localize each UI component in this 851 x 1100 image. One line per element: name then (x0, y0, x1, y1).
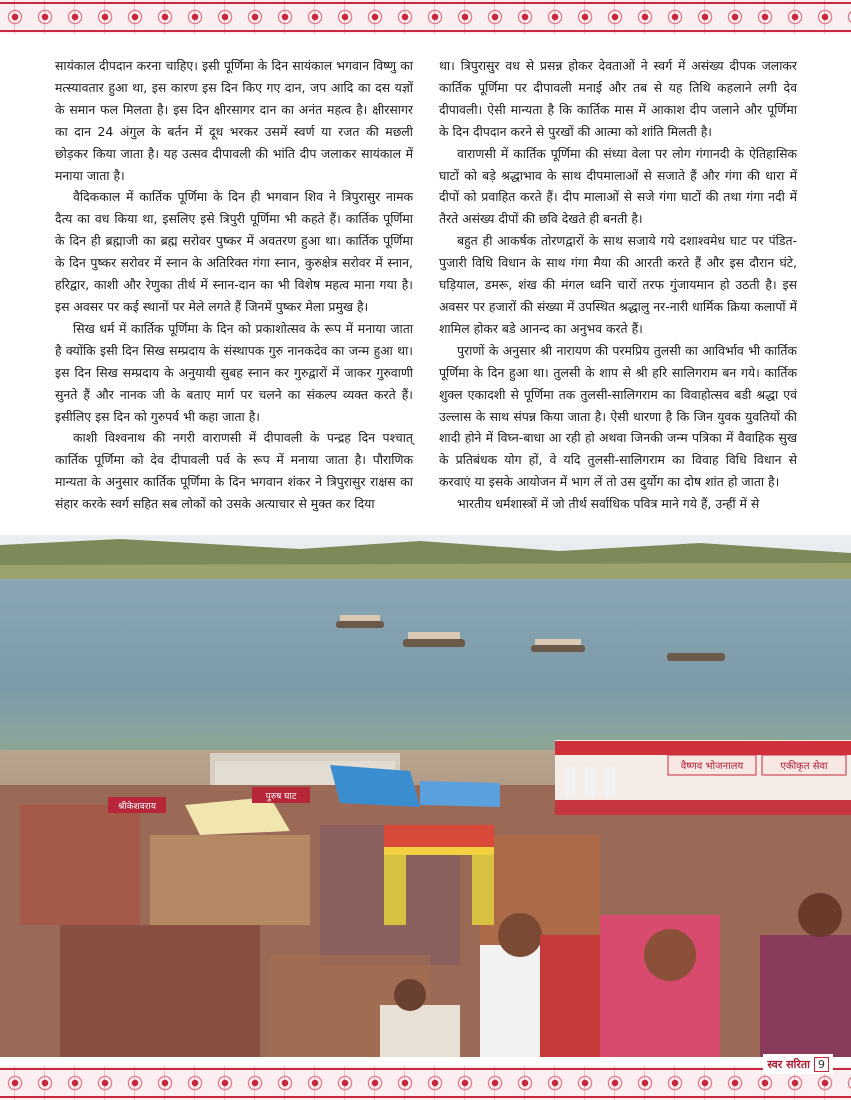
magazine-name: स्वर सरिता (767, 1057, 810, 1071)
paragraph: सायंकाल दीपदान करना चाहिए। इसी पूर्णिमा के दिन सायंकाल भगवान विष्णु का मत्स्यावतार हुआ था, इस कारण इस दिन किए गए दान, जप आदि का दस यज्ञों के समान फल मिलता है। इस दिन क्षीरसागर दान का अनंत महत्व है। क्षीरसागर का दान 24 अंगुल के बर्तन में दूध भरकर उसमें स्वर्ण या रजत की मछली छोड़कर किया जाता है। यह उत्सव दीपावली की भांति दीप जलाकर सायंकाल में मनाया जाता है। (55, 58, 413, 183)
article-body (55, 55, 797, 523)
stall-canopy (555, 740, 851, 815)
floral-motif-row (0, 6, 851, 28)
paragraph: वाराणसी में कार्तिक पूर्णिमा की संध्या वेला पर लोग गंगानदी के ऐतिहासिक घाटों को बड़े श्रद्धाभाव के साथ दीपमालाओं से सजाते हैं और गंगा की धारा में दीपों को प्रवाहित करते हैं। दीप मालाओं से सजे गंगा घाटों की तथा गंगा नदी में तैरते असंख्य दीपों की छवि देखते ही बनती है। (439, 145, 797, 227)
ghat-festival-photo (0, 535, 851, 1057)
floral-motif-row (0, 1072, 851, 1094)
page-folio (763, 1054, 833, 1074)
left-column (55, 55, 413, 523)
right-column (439, 55, 797, 523)
paragraph: वैदिककाल में कार्तिक पूर्णिमा के दिन ही भगवान शिव ने त्रिपुरासुर नामक दैत्य का वध किया था, इसलिए इसे त्रिपुरी पूर्णिमा भी कहते हैं। कार्तिक पूर्णिमा के दिन ही ब्रह्माजी का ब्रह्म सरोवर पुष्कर में अवतरण हुआ था। कार्तिक पूर्णिमा के दिन पुष्कर सरोवर में स्नान के अतिरिक्त गंगा स्नान, कुरुक्षेत्र सरोवर में स्नान, हरिद्वार, काशी और रेणुका तीर्थ में स्नान-दान का भी विशेष महत्व माना गया है। इस अवसर पर कई स्थानों पर मेले लगते हैं जिनमें पुष्कर मेला प्रमुख है। (55, 189, 413, 314)
border-line (0, 2, 851, 4)
paragraph: पुराणों के अनुसार श्री नारायण की परमप्रिय तुलसी का आविर्भाव भी कार्तिक पूर्णिमा के दिन हुआ था। तुलसी के शाप से श्री हरि सालिगराम बन गये। कार्तिक शुक्ल एकादशी से पूर्णिमा तक तुलसी-सालिगराम का विवाहोत्सव बडी श्रद्धा एवं उल्लास के साथ संपन्न किया जाता है। ऐसी धारणा है कि जिन युवक युवतियों की शादी होने में विघ्न-बाधा आ रही हो अथवा जिनकी जन्म पत्रिका में वैवाहिक सुख के प्रतिबंधक योग हों, वे यदि तुलसी-सालिगराम का विवाह विधि विधान से करवाएं या इसके आयोजन में भाग लें तो उस दुर्योग का दोष शांत हो जाता है। (439, 342, 797, 490)
border-line (0, 30, 851, 32)
paragraph: सिख धर्म में कार्तिक पूर्णिमा के दिन को प्रकाशोत्सव के रूप में मनाया जाता है क्योंकि इसी दिन सिख सम्प्रदाय के संस्थापक गुरु नानकदेव का जन्म हुआ था। इस दिन सिख सम्प्रदाय के अनुयायी सुबह स्नान कर गुरुद्वारों में जाकर गुरुवाणी सुनते हैं और नानक जी के बताए मार्ग पर चलने का संकल्प व्यक्त करते हैं। इसीलिए इस दिन को गुरुपर्व भी कहा जाता है। (55, 320, 413, 424)
svg-text:श्रीकेशवराय: श्रीकेशवराय (118, 802, 156, 812)
paragraph: बहुत ही आकर्षक तोरणद्वारों के साथ सजाये गये दशाश्वमेध घाट पर पंडित-पुजारी विधि विधान के साथ गंगा मैया की आरती करते हैं और इस दौरान घंटे, घड़ियाल, डमरू, शंख की मंगल ध्वनि चारों तरफ गुंजायमान हो उठती है। इस अवसर पर हजारों की संख्या में उपस्थित श्रद्धालु नर-नारी धार्मिक क्रिया कलापों में शामिल होकर बडे आनन्द का अनुभव करते हैं। (439, 233, 797, 336)
top-decorative-border (0, 0, 851, 34)
paragraph: भारतीय धर्मशास्त्रों में जो तीर्थ सर्वाधिक पवित्र माने गये हैं, उन्हीं में से (457, 496, 760, 512)
border-line (0, 1068, 851, 1070)
border-line (0, 1096, 851, 1098)
bottom-decorative-border (0, 1066, 851, 1100)
page-number: 9 (814, 1057, 829, 1072)
paragraph: काशी विश्वनाथ की नगरी वाराणसी में दीपावली के पन्द्रह दिन पश्चात् कार्तिक पूर्णिमा को देव दीपावली पर्व के रूप में मनाया जाता है। पौराणिक मान्यता के अनुसार कार्तिक पूर्णिमा के दिन भगवान शंकर ने त्रिपुरासुर राक्षस का संहार करके स्वर्ग सहित सब लोकों को उसके अत्याचार से मुक्त कर दिया (55, 430, 413, 512)
svg-text:पुरुष घाट: पुरुष घाट (265, 792, 297, 802)
stall-sign-text: एकीकृत सेवा (780, 761, 828, 772)
paragraph: था। त्रिपुरासुर वध से प्रसन्न होकर देवताओं ने स्वर्ग में असंख्य दीपक जलाकर कार्तिक पूर्णिमा पर दीपावली मनाई और तब से यह तिथि कहलाने लगी देव दीपावली। ऐसी मान्यता है कि कार्तिक मास में आकाश दीप जलाने और पूर्णिमा के दिन दीपदान करने से पुरखों की आत्मा को शांति मिलती है। (439, 58, 797, 139)
stall-sign-text: वैष्णव भोजनालय (680, 761, 744, 772)
